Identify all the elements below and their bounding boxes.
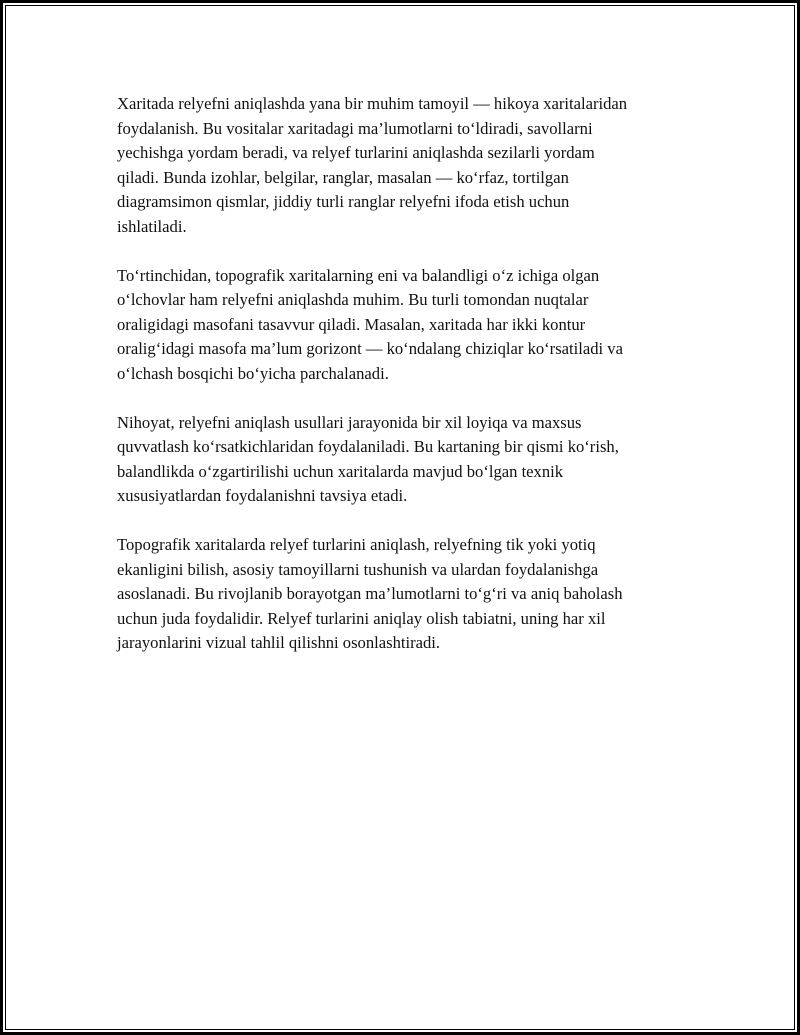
document-body xyxy=(117,92,697,680)
text-line: uchun juda foydalidir. Relyef turlarini aniqlay olish tabiatni, uning har xil xyxy=(117,608,606,628)
text-line: o‘lchash bosqichi bo‘yicha parchalanadi. xyxy=(117,363,389,383)
text-line: ishlatiladi. xyxy=(117,216,187,236)
paragraph-1 xyxy=(117,92,697,239)
text-line: foydalanish. Bu vositalar xaritadagi ma’lumotlarni to‘ldiradi, savollarni xyxy=(117,118,593,138)
paragraph-2 xyxy=(117,264,697,387)
text-line: ekanligini bilish, asosiy tamoyillarni tushunish va ulardan foydalanishga xyxy=(117,559,599,579)
text-line: o‘lchovlar ham relyefni aniqlashda muhim. Bu turli tomondan nuqtalar xyxy=(117,290,589,309)
text-line: oralig‘idagi masofa ma’lum gorizont — ko‘ndalang chiziqlar ko‘rsatiladi va xyxy=(117,339,623,358)
text-line: qiladi. Bunda izohlar, belgilar, ranglar, masalan — ko‘rfaz, tortilgan xyxy=(117,167,569,187)
paragraph-3 xyxy=(117,411,697,509)
text-line: asoslanadi. Bu rivojlanib borayotgan ma’lumotlarni to‘g‘ri va aniq baholash xyxy=(117,584,623,603)
paragraph-4 xyxy=(117,533,697,656)
text-line: balandlikda o‘zgartirilishi uchun xaritalarda mavjud bo‘lgan texnik xyxy=(117,461,564,481)
text-line: Xaritada relyefni aniqlashda yana bir muhim tamoyil — hikoya xaritalaridan xyxy=(117,94,628,113)
text-line: oraligidagi masofani tasavvur qiladi. Masalan, xaritada har ikki kontur xyxy=(117,314,586,334)
text-line: xususiyatlardan foydalanishni tavsiya etadi. xyxy=(117,486,408,505)
text-line: Topografik xaritalarda relyef turlarini aniqlash, relyefning tik yoki yotiq xyxy=(117,535,596,554)
text-line: yechishga yordam beradi, va relyef turlarini aniqlashda sezilarli yordam xyxy=(117,143,595,162)
text-line: quvvatlash ko‘rsatkichlaridan foydalaniladi. Bu kartaning bir qismi ko‘rish, xyxy=(117,437,619,456)
text-line: diagramsimon qismlar, jiddiy turli ranglar relyefni ifoda etish uchun xyxy=(117,192,570,211)
text-line: To‘rtinchidan, topografik xaritalarning eni va balandligi o‘z ichiga olgan xyxy=(117,265,600,285)
text-line: jarayonlarini vizual tahlil qilishni osonlashtiradi. xyxy=(117,633,441,652)
text-line: Nihoyat, relyefni aniqlash usullari jarayonida bir xil loyiqa va maxsus xyxy=(117,412,582,432)
